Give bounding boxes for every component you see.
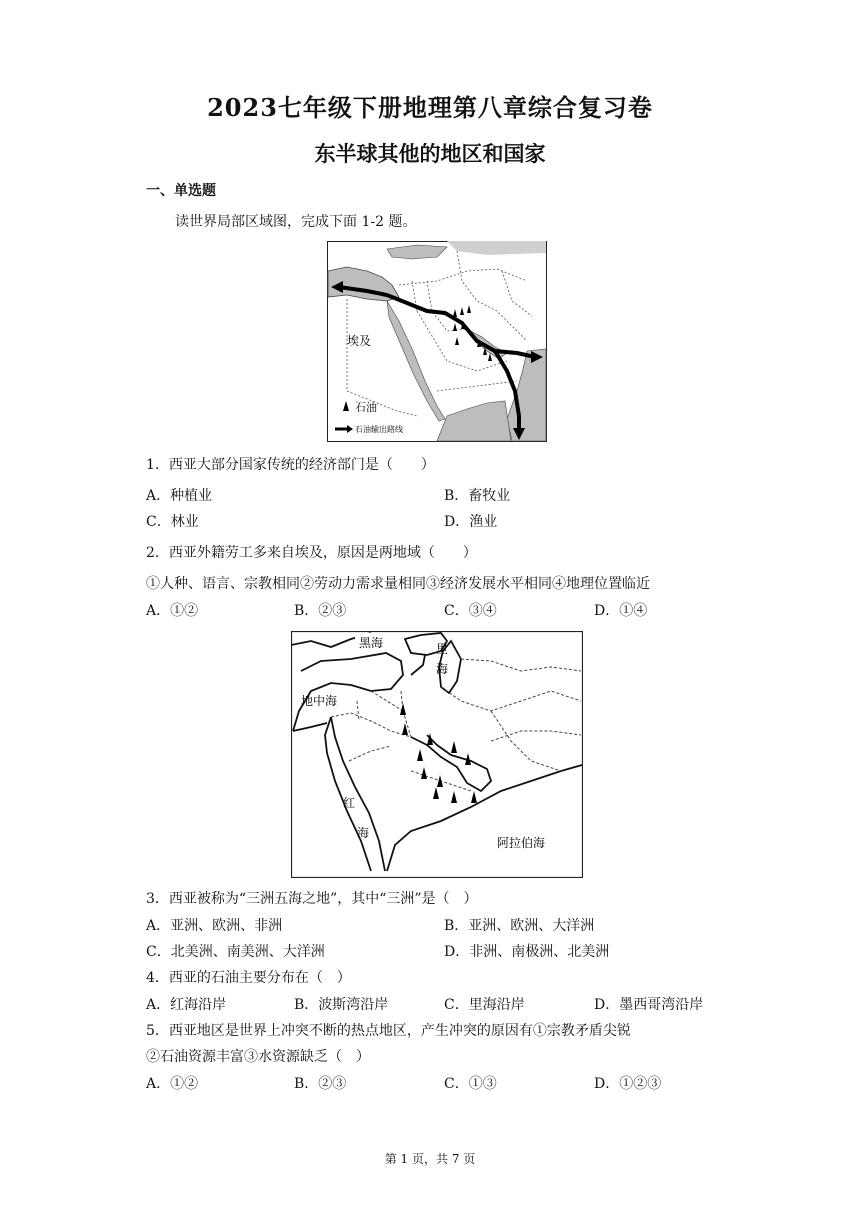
- q2-stem: 2．西亚外籍劳工多来自埃及，原因是两地域（ ）: [146, 545, 477, 561]
- q2-option-a: A．①②: [146, 603, 199, 619]
- q5-option-c: C．①③: [444, 1076, 497, 1092]
- q4-option-b: B．波斯湾沿岸: [294, 997, 389, 1013]
- map-label-red-sea-1: 红: [343, 796, 356, 810]
- q5-stem-line-2: ②石油资源丰富③水资源缺乏（ ）: [146, 1049, 370, 1065]
- q5-option-a: A．①②: [146, 1076, 199, 1092]
- intro-text: 读世界局部区域图，完成下面 1-2 题。: [175, 214, 417, 230]
- map-label-mediterranean: 地中海: [301, 694, 338, 708]
- map-label-egypt: 埃及: [347, 334, 372, 348]
- q5-option-b: B．②③: [294, 1076, 347, 1092]
- map-label-caspian-2: 海: [436, 662, 449, 676]
- q1-option-d: D．渔业: [444, 514, 498, 530]
- legend-route-label: 石油输出路线: [355, 425, 403, 434]
- legend-oil-label: 石油: [355, 401, 377, 414]
- page-subtitle: 东半球其他的地区和国家: [314, 141, 546, 166]
- map-label-red-sea-2: 海: [357, 826, 370, 840]
- q1-option-a: A．种植业: [146, 488, 213, 504]
- q4-option-d: D．墨西哥湾沿岸: [594, 997, 704, 1013]
- map-label-arabian-sea: 阿拉伯海: [497, 836, 546, 850]
- q3-option-b: B．亚洲、欧洲、大洋洲: [444, 918, 595, 934]
- middle-east-oil-route-map: [327, 241, 547, 442]
- page-footer: 第 1 页，共 7 页: [384, 1152, 476, 1166]
- q4-option-a: A．红海沿岸: [146, 997, 227, 1013]
- q4-option-c: C．里海沿岸: [444, 997, 525, 1013]
- q1-option-b: B．畜牧业: [444, 488, 511, 504]
- map-label-black-sea: 黑海: [359, 636, 384, 650]
- section-heading: 一、单选题: [146, 183, 216, 199]
- q2-option-c: C．③④: [444, 603, 497, 619]
- q5-stem-line-1: 5．西亚地区是世界上冲突不断的热点地区，产生冲突的原因有①宗教矛盾尖锐: [146, 1023, 631, 1039]
- q2-option-d: D．①④: [594, 603, 648, 619]
- q5-option-d: D．①②③: [594, 1076, 662, 1092]
- q1-stem: 1．西亚大部分国家传统的经济部门是（ ）: [146, 457, 435, 473]
- q2-statements: ①人种、语言、宗教相同②劳动力需求量相同③经济发展水平相同④地理位置临近: [146, 576, 650, 592]
- q2-option-b: B．②③: [294, 603, 347, 619]
- q3-option-d: D．非洲、南极洲、北美洲: [444, 944, 610, 960]
- q1-option-c: C．林业: [146, 514, 199, 530]
- q3-option-a: A．亚洲、欧洲、非洲: [146, 918, 283, 934]
- map-label-caspian-1: 里: [436, 642, 449, 656]
- q3-option-c: C．北美洲、南美洲、大洋洲: [146, 944, 325, 960]
- west-asia-seas-map: [291, 631, 583, 878]
- q4-stem: 4．西亚的石油主要分布在（ ）: [146, 970, 351, 986]
- q3-stem: 3．西亚被称为“三洲五海之地”，其中“三洲”是（ ）: [146, 891, 478, 907]
- page-title: 2023七年级下册地理第八章综合复习卷: [207, 93, 653, 122]
